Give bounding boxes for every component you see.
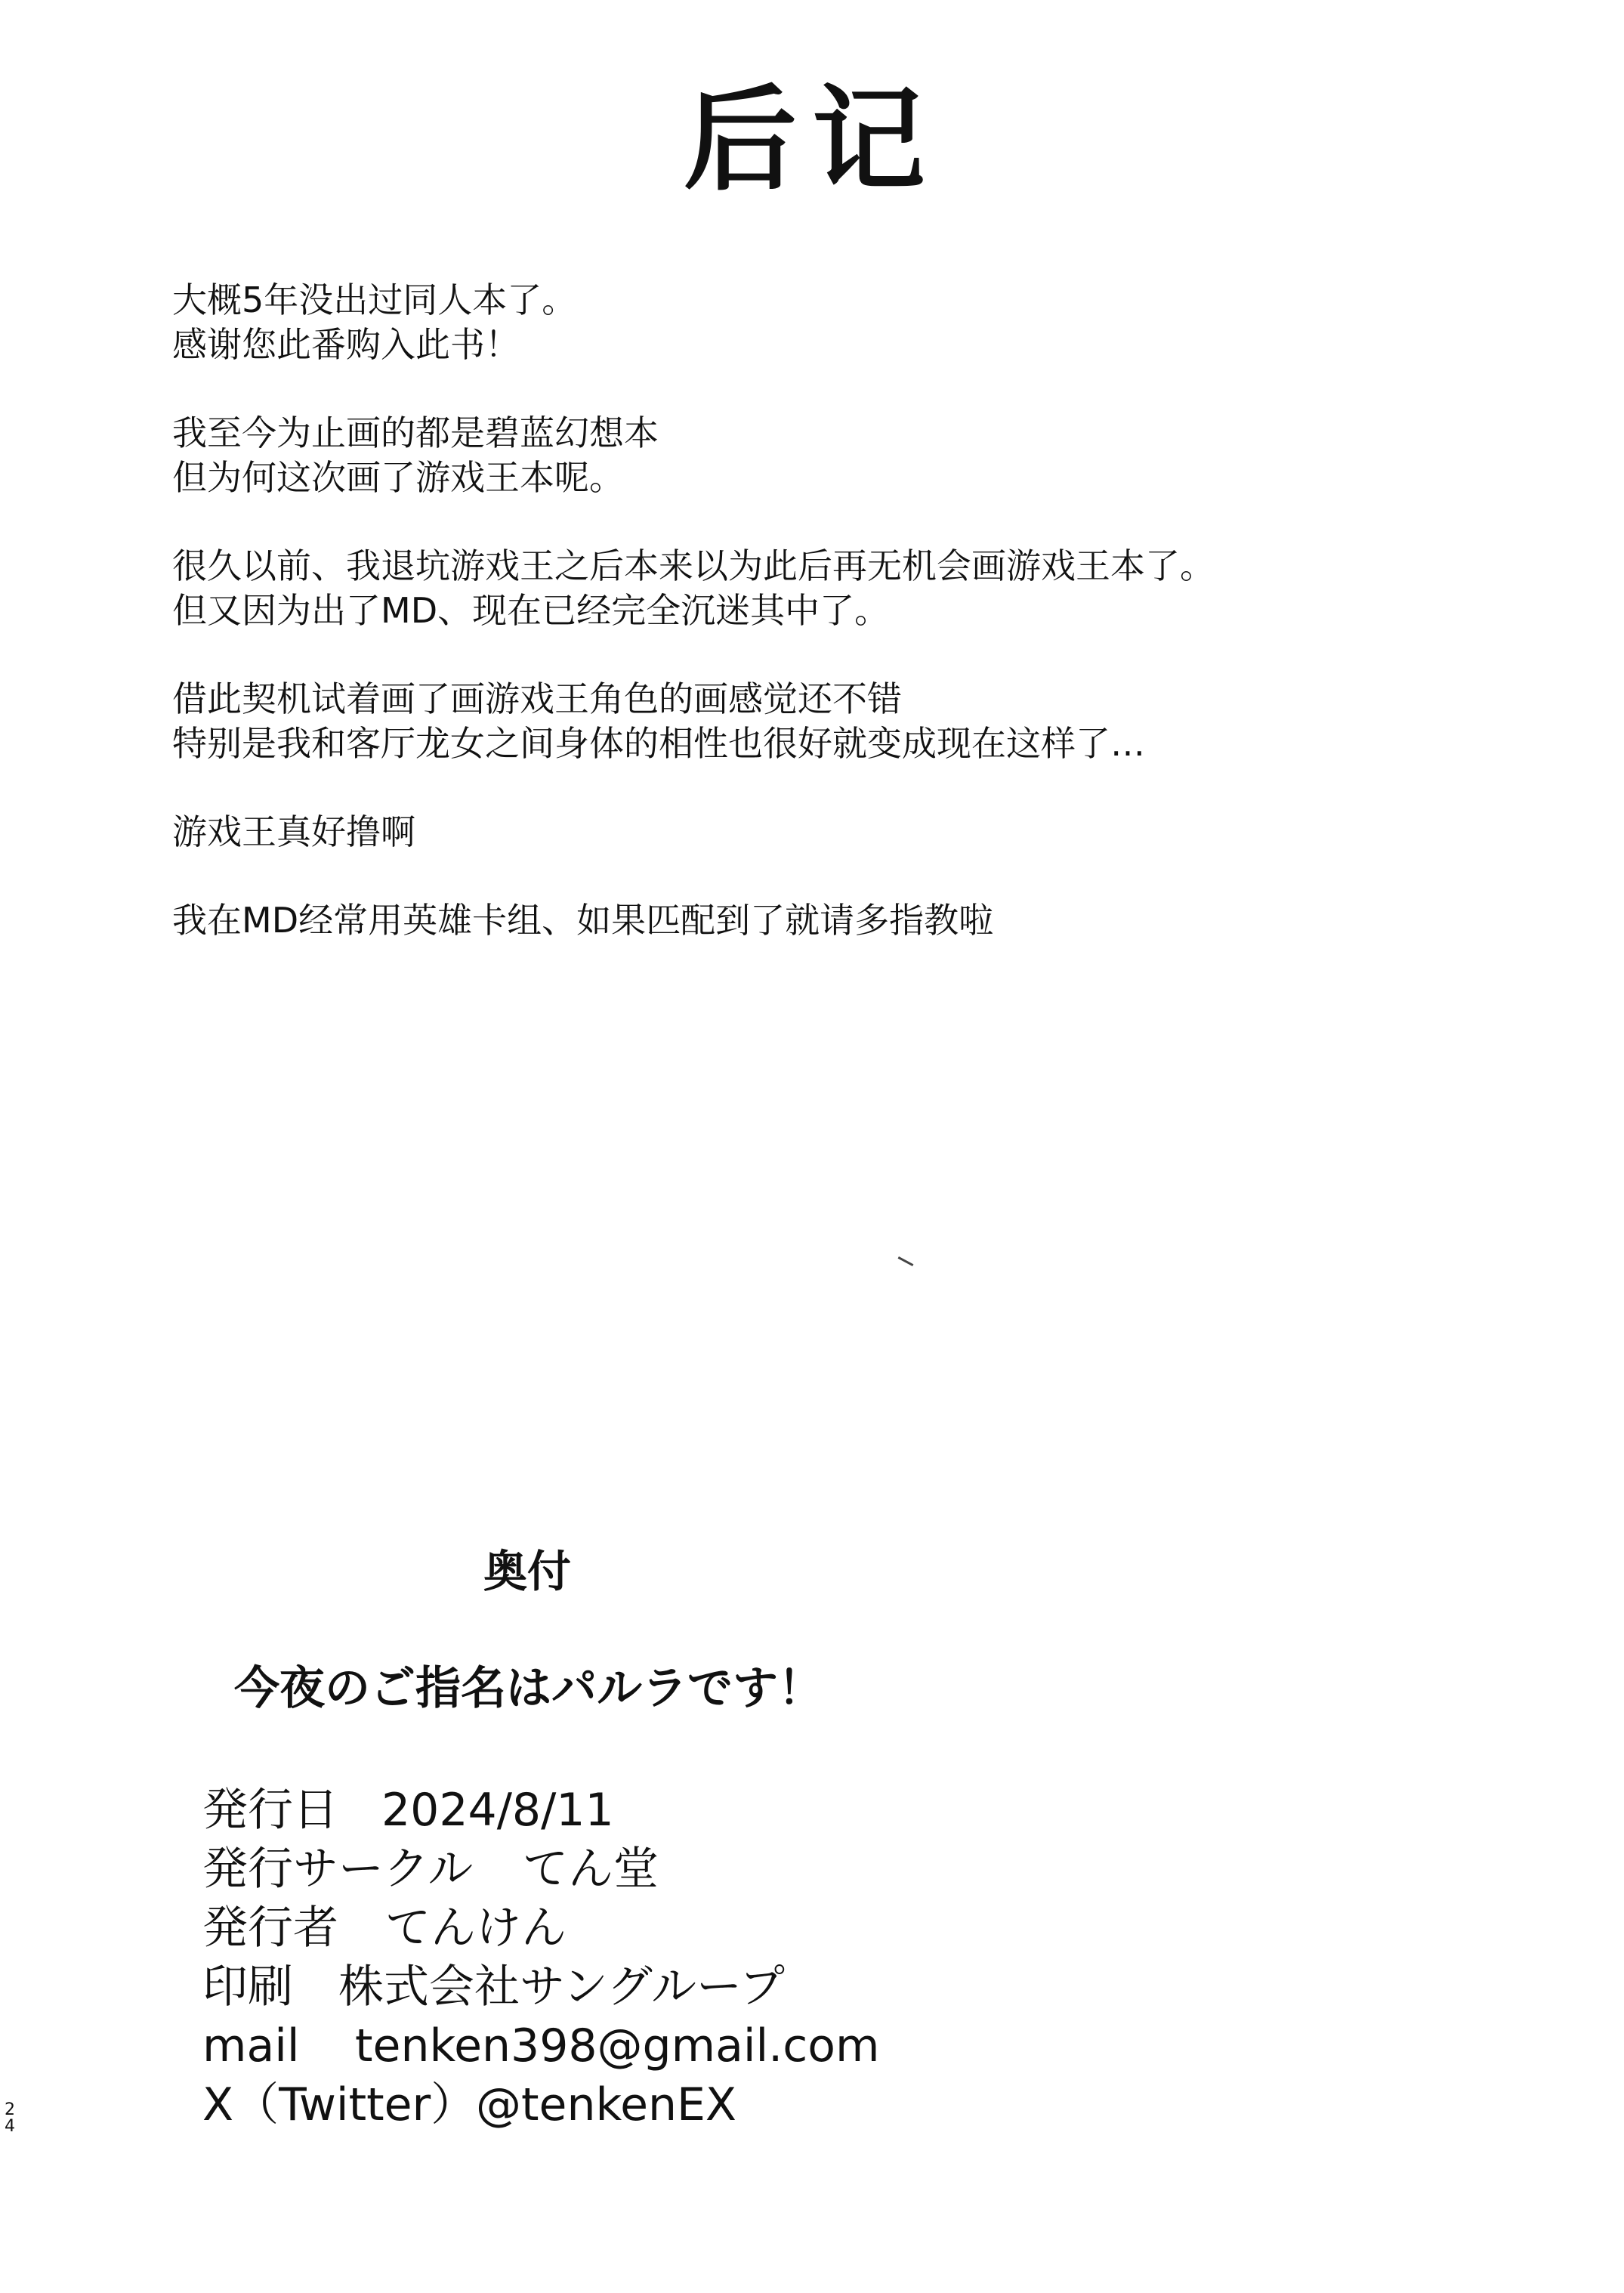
afterword-paragraph: [172, 677, 1532, 766]
afterword-line: 我至今为止画的都是碧蓝幻想本: [172, 413, 659, 453]
colophon-value: tenken398@gmail.com: [355, 2020, 880, 2072]
afterword-line: 很久以前、我退坑游戏王之后本来以为此后再无机会画游戏王本了。: [172, 545, 1215, 586]
page-number: [2, 2102, 18, 2135]
colophon-label: 発行者: [202, 1902, 338, 1955]
colophon-label: mail: [202, 2020, 300, 2072]
book-title: 今夜のご指名はパルラです！: [234, 1662, 823, 1715]
colophon-value: 株式会社サングループ: [338, 1961, 785, 2013]
colophon-label: 印刷: [202, 1961, 293, 2013]
afterword-paragraph: [172, 411, 1532, 500]
colophon-value: @tenkenEX: [476, 2078, 737, 2131]
colophon-label: X（Twitter）: [202, 2078, 477, 2131]
page-title: 后记: [683, 73, 940, 206]
afterword-line: 特别是我和客厅龙女之间身体的相性也很好就变成现在这样了…: [172, 723, 1145, 764]
afterword-paragraph: [172, 810, 1532, 854]
afterword-line: 借此契机试着画了画游戏王角色的画感觉还不错: [172, 678, 902, 719]
afterword-line: 大概5年没出过同人本了。: [172, 280, 577, 320]
afterword-paragraph: [172, 544, 1532, 633]
afterword-line: 我在MD经常用英雄卡组、如果匹配到了就请多指教啦: [172, 900, 994, 941]
colophon-value: 2024/8/11: [381, 1784, 614, 1837]
afterword-body: [172, 278, 1532, 987]
page-number-digit: 2: [5, 2100, 15, 2119]
afterword-line: 感谢您此番购入此书！: [172, 324, 520, 365]
afterword-paragraph: [172, 898, 1532, 943]
colophon-value: てん堂: [523, 1843, 659, 1896]
colophon-label: 発行サークル: [202, 1843, 474, 1896]
afterword-line: 但为何这次画了游戏王本呢。: [172, 457, 624, 498]
stray-mark: [898, 1256, 914, 1266]
afterword-paragraph: [172, 278, 1532, 367]
colophon-heading: 奥付: [483, 1546, 572, 1597]
afterword-line: 但又因为出了MD、现在已经完全沉迷其中了。: [172, 590, 890, 631]
colophon-value: てんけん: [385, 1902, 567, 1955]
page-number-digit: 4: [5, 2117, 15, 2136]
afterword-line: 游戏王真好撸啊: [172, 811, 415, 852]
colophon-label: 発行日: [202, 1784, 338, 1837]
